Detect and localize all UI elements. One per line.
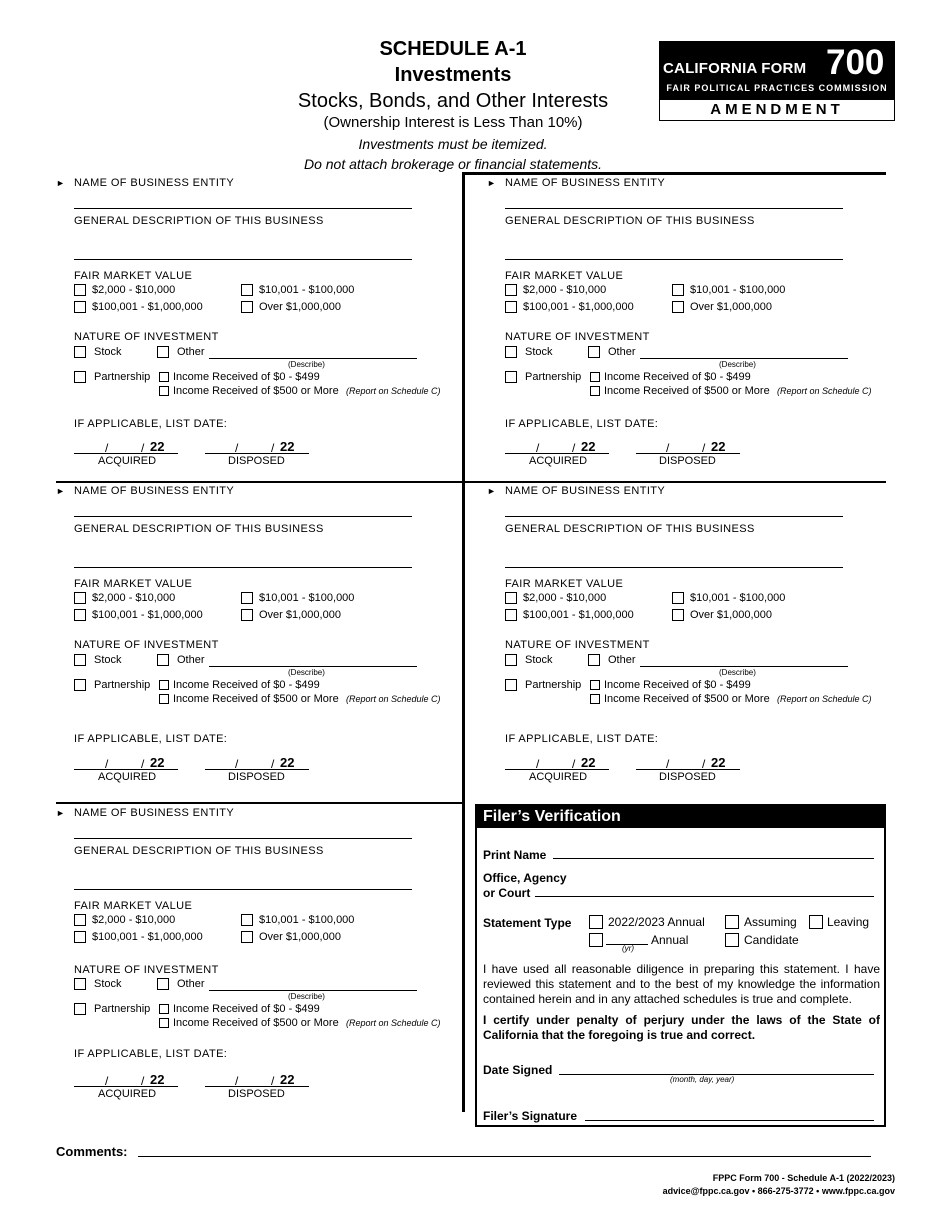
acquired-slash-1: / — [105, 1074, 109, 1088]
attach-note: Do not attach brokerage or financial statements. — [303, 156, 603, 172]
acquired-slash-2: / — [572, 441, 576, 455]
disposed-slash-1: / — [235, 757, 239, 771]
date-signed-label: Date Signed — [483, 1063, 553, 1077]
other-checkbox[interactable] — [157, 654, 169, 666]
disposed-slash-1: / — [235, 1074, 239, 1088]
description-label: GENERAL DESCRIPTION OF THIS BUSINESS — [74, 215, 324, 227]
nature-group — [487, 654, 887, 714]
fmv-option-1: $2,000 - $10,000 — [92, 914, 176, 926]
acquired-slash-1: / — [105, 757, 109, 771]
entity-arrow-icon: ► — [56, 808, 65, 818]
date-label: IF APPLICABLE, LIST DATE: — [505, 418, 659, 430]
description-field[interactable] — [74, 259, 412, 260]
nature-label: NATURE OF INVESTMENT — [505, 331, 650, 343]
acquired-label: ACQUIRED — [98, 771, 157, 783]
income-high-label: Income Received of $500 or More — [604, 693, 770, 705]
nature-label: NATURE OF INVESTMENT — [74, 964, 219, 976]
disposed-slash-2: / — [271, 757, 275, 771]
fmv-checkbox-4[interactable] — [241, 609, 253, 621]
verification-title: Filer’s Verification — [483, 808, 621, 825]
acquired-year: 22 — [150, 1072, 165, 1087]
entity-arrow-icon: ► — [487, 486, 496, 496]
describe-hint: (Describe) — [288, 992, 325, 1001]
other-describe-field[interactable] — [640, 666, 848, 667]
description-label: GENERAL DESCRIPTION OF THIS BUSINESS — [74, 523, 324, 535]
partnership-checkbox[interactable] — [74, 1003, 86, 1015]
report-note: (Report on Schedule C) — [346, 1018, 441, 1028]
date-label: IF APPLICABLE, LIST DATE: — [505, 733, 659, 745]
fmv-option-2: $10,001 - $100,000 — [690, 592, 786, 604]
filer-verification — [475, 804, 886, 1127]
fmv-label: FAIR MARKET VALUE — [505, 578, 624, 590]
income-high-checkbox[interactable] — [159, 694, 169, 704]
yr-hint: (yr) — [622, 944, 634, 953]
date-label: IF APPLICABLE, LIST DATE: — [74, 418, 228, 430]
describe-hint: (Describe) — [288, 668, 325, 677]
row-rule-1 — [56, 481, 886, 483]
top-rule — [462, 172, 886, 175]
fmv-option-4: Over $1,000,000 — [259, 609, 341, 621]
other-checkbox[interactable] — [588, 346, 600, 358]
page-subtitle: Stocks, Bonds, and Other Interests — [297, 90, 609, 112]
acquired-slash-1: / — [105, 441, 109, 455]
form-id-banner — [660, 42, 894, 100]
disposed-slash-1: / — [235, 441, 239, 455]
signature-label: Filer’s Signature — [483, 1109, 578, 1123]
other-label: Other — [177, 346, 205, 358]
stock-checkbox[interactable] — [505, 346, 517, 358]
stock-label: Stock — [525, 346, 553, 358]
entity-arrow-icon: ► — [487, 178, 496, 188]
income-low-checkbox[interactable] — [590, 372, 600, 382]
nature-label: NATURE OF INVESTMENT — [74, 639, 219, 651]
entity-label: NAME OF BUSINESS ENTITY — [74, 807, 235, 819]
income-low-label: Income Received of $0 - $499 — [173, 1003, 320, 1015]
acquired-label: ACQUIRED — [98, 455, 157, 467]
income-low-checkbox[interactable] — [590, 680, 600, 690]
entity-name-field[interactable] — [74, 838, 412, 839]
fmv-checkbox-3[interactable] — [505, 301, 517, 313]
fmv-option-3: $100,001 - $1,000,000 — [92, 301, 203, 313]
acquired-year: 22 — [581, 755, 596, 770]
entity-name-field[interactable] — [74, 516, 412, 517]
partnership-checkbox[interactable] — [505, 371, 517, 383]
fmv-option-2: $10,001 - $100,000 — [690, 284, 786, 296]
nature-label: NATURE OF INVESTMENT — [505, 639, 650, 651]
entity-label: NAME OF BUSINESS ENTITY — [505, 485, 666, 497]
disposed-label: DISPOSED — [228, 1088, 285, 1100]
date-hint: (month, day, year) — [670, 1075, 735, 1084]
fmv-option-4: Over $1,000,000 — [259, 931, 341, 943]
disposed-year: 22 — [711, 755, 726, 770]
fmv-checkbox-3[interactable] — [74, 301, 86, 313]
fmv-checkbox-3[interactable] — [74, 931, 86, 943]
income-high-checkbox[interactable] — [159, 1018, 169, 1028]
description-field[interactable] — [505, 259, 843, 260]
describe-hint: (Describe) — [719, 360, 756, 369]
fmv-checkbox-2[interactable] — [672, 284, 684, 296]
stock-label: Stock — [94, 978, 122, 990]
other-label: Other — [608, 346, 636, 358]
partnership-label: Partnership — [94, 679, 151, 691]
income-low-label: Income Received of $0 - $499 — [173, 679, 320, 691]
verification-header — [477, 806, 884, 828]
income-low-label: Income Received of $0 - $499 — [604, 679, 751, 691]
report-note: (Report on Schedule C) — [346, 694, 441, 704]
stock-checkbox[interactable] — [505, 654, 517, 666]
fmv-checkbox-3[interactable] — [505, 609, 517, 621]
report-note: (Report on Schedule C) — [346, 386, 441, 396]
income-high-label: Income Received of $500 or More — [173, 1017, 339, 1029]
signature-field[interactable] — [585, 1120, 874, 1121]
center-divider — [462, 172, 465, 1112]
other-describe-field[interactable] — [209, 358, 417, 359]
acquired-slash-1: / — [536, 441, 540, 455]
other-label: Other — [177, 654, 205, 666]
annual-year-checkbox[interactable] — [589, 933, 603, 947]
fmv-option-1: $2,000 - $10,000 — [92, 284, 176, 296]
candidate-label: Candidate — [744, 933, 799, 947]
entity-arrow-icon: ► — [56, 486, 65, 496]
report-note: (Report on Schedule C) — [777, 386, 872, 396]
income-high-checkbox[interactable] — [159, 386, 169, 396]
report-note: (Report on Schedule C) — [777, 694, 872, 704]
acquired-label: ACQUIRED — [529, 771, 588, 783]
acquired-label: ACQUIRED — [98, 1088, 157, 1100]
acquired-slash-1: / — [536, 757, 540, 771]
fmv-checkbox-2[interactable] — [241, 284, 253, 296]
disposed-slash-1: / — [666, 757, 670, 771]
other-describe-field[interactable] — [209, 666, 417, 667]
fmv-checkbox-4[interactable] — [672, 301, 684, 313]
disposed-slash-2: / — [271, 1074, 275, 1088]
disposed-slash-1: / — [666, 441, 670, 455]
fmv-option-2: $10,001 - $100,000 — [259, 914, 355, 926]
fmv-label: FAIR MARKET VALUE — [505, 270, 624, 282]
other-describe-field[interactable] — [209, 990, 417, 991]
fmv-checkbox-1[interactable] — [74, 914, 86, 926]
stock-label: Stock — [94, 654, 122, 666]
partnership-label: Partnership — [94, 371, 151, 383]
page-title: Investments — [394, 64, 512, 86]
acquired-year: 22 — [150, 439, 165, 454]
acquired-slash-2: / — [141, 441, 145, 455]
income-low-checkbox[interactable] — [159, 1004, 169, 1014]
describe-hint: (Describe) — [719, 668, 756, 677]
fmv-label: FAIR MARKET VALUE — [74, 578, 193, 590]
date-group — [487, 755, 887, 789]
date-group — [56, 755, 456, 789]
acquired-slash-2: / — [141, 757, 145, 771]
investment-section-3 — [56, 485, 456, 785]
disposed-year: 22 — [711, 439, 726, 454]
description-label: GENERAL DESCRIPTION OF THIS BUSINESS — [505, 215, 755, 227]
other-checkbox[interactable] — [157, 978, 169, 990]
nature-group — [56, 346, 456, 406]
entity-label: NAME OF BUSINESS ENTITY — [74, 485, 235, 497]
fmv-option-4: Over $1,000,000 — [690, 609, 772, 621]
fmv-option-4: Over $1,000,000 — [690, 301, 772, 313]
schedule-title: SCHEDULE A-1 — [379, 38, 527, 60]
entity-name-field[interactable] — [74, 208, 412, 209]
row-rule-2 — [56, 802, 462, 804]
income-high-checkbox[interactable] — [590, 386, 600, 396]
fmv-option-1: $2,000 - $10,000 — [523, 592, 607, 604]
entity-label: NAME OF BUSINESS ENTITY — [74, 177, 235, 189]
fmv-option-4: Over $1,000,000 — [259, 301, 341, 313]
fmv-checkbox-3[interactable] — [74, 609, 86, 621]
stock-label: Stock — [94, 346, 122, 358]
fmv-label: FAIR MARKET VALUE — [74, 270, 193, 282]
entity-name-field[interactable] — [505, 208, 843, 209]
disposed-year: 22 — [280, 439, 295, 454]
fmv-checkbox-1[interactable] — [505, 284, 517, 296]
investment-section-2 — [487, 177, 887, 477]
office-label-2: or Court — [483, 886, 531, 900]
fmv-checkbox-4[interactable] — [672, 609, 684, 621]
income-low-checkbox[interactable] — [159, 680, 169, 690]
description-label: GENERAL DESCRIPTION OF THIS BUSINESS — [505, 523, 755, 535]
disposed-year: 22 — [280, 1072, 295, 1087]
fmv-checkbox-4[interactable] — [241, 931, 253, 943]
stock-checkbox[interactable] — [74, 978, 86, 990]
date-group — [56, 439, 456, 473]
candidate-checkbox[interactable] — [725, 933, 739, 947]
partnership-label: Partnership — [525, 679, 582, 691]
assuming-label: Assuming — [744, 915, 797, 929]
disposed-slash-2: / — [702, 757, 706, 771]
other-label: Other — [177, 978, 205, 990]
fmv-option-3: $100,001 - $1,000,000 — [92, 609, 203, 621]
fmv-checkbox-2[interactable] — [672, 592, 684, 604]
investment-section-1 — [56, 177, 456, 477]
annual-2022-label: 2022/2023 Annual — [608, 915, 705, 929]
investment-section-4 — [487, 485, 887, 785]
footer-contact: advice@fppc.ca.gov • 866-275-3772 • www.fppc.ca.gov — [662, 1186, 895, 1196]
stock-label: Stock — [525, 654, 553, 666]
stock-checkbox[interactable] — [74, 654, 86, 666]
investment-section-5 — [56, 807, 456, 1107]
income-high-label: Income Received of $500 or More — [173, 693, 339, 705]
annual-2022-checkbox[interactable] — [589, 915, 603, 929]
acquired-slash-2: / — [572, 757, 576, 771]
fmv-option-2: $10,001 - $100,000 — [259, 284, 355, 296]
description-field[interactable] — [74, 889, 412, 890]
itemized-note: Investments must be itemized. — [358, 136, 548, 152]
describe-hint: (Describe) — [288, 360, 325, 369]
acquired-year: 22 — [581, 439, 596, 454]
certify-statement: I certify under penalty of perjury under the laws of the State of California that the foregoing is true and correct. — [483, 1013, 880, 1042]
footer-form-id: FPPC Form 700 - Schedule A-1 (2022/2023) — [712, 1173, 895, 1183]
disposed-label: DISPOSED — [228, 455, 285, 467]
date-label: IF APPLICABLE, LIST DATE: — [74, 733, 228, 745]
disposed-label: DISPOSED — [659, 771, 716, 783]
acquired-slash-2: / — [141, 1074, 145, 1088]
income-high-label: Income Received of $500 or More — [173, 385, 339, 397]
comments-field[interactable] — [138, 1156, 871, 1157]
fmv-checkbox-1[interactable] — [505, 592, 517, 604]
disposed-label: DISPOSED — [659, 455, 716, 467]
amendment-label: AMENDMENT — [710, 101, 844, 118]
fmv-option-3: $100,001 - $1,000,000 — [523, 609, 634, 621]
other-label: Other — [608, 654, 636, 666]
stock-checkbox[interactable] — [74, 346, 86, 358]
income-high-label: Income Received of $500 or More — [604, 385, 770, 397]
other-checkbox[interactable] — [157, 346, 169, 358]
nature-group — [487, 346, 887, 406]
partnership-label: Partnership — [94, 1003, 151, 1015]
acquired-year: 22 — [150, 755, 165, 770]
statement-type-label: Statement Type — [483, 916, 572, 930]
leaving-checkbox[interactable] — [809, 915, 823, 929]
annual-label: Annual — [651, 933, 689, 947]
other-checkbox[interactable] — [588, 654, 600, 666]
fmv-checkbox-1[interactable] — [74, 592, 86, 604]
income-high-checkbox[interactable] — [590, 694, 600, 704]
print-name-field[interactable] — [553, 858, 874, 859]
income-low-checkbox[interactable] — [159, 372, 169, 382]
income-low-label: Income Received of $0 - $499 — [604, 371, 751, 383]
ownership-note: (Ownership Interest is Less Than 10%) — [323, 114, 583, 131]
partnership-checkbox[interactable] — [74, 371, 86, 383]
entity-name-field[interactable] — [505, 516, 843, 517]
assuming-checkbox[interactable] — [725, 915, 739, 929]
nature-group — [56, 978, 456, 1038]
partnership-checkbox[interactable] — [74, 679, 86, 691]
fmv-checkbox-2[interactable] — [241, 914, 253, 926]
fmv-checkbox-4[interactable] — [241, 301, 253, 313]
partnership-checkbox[interactable] — [505, 679, 517, 691]
nature-group — [56, 654, 456, 714]
date-group — [56, 1072, 456, 1106]
partnership-label: Partnership — [525, 371, 582, 383]
fmv-option-3: $100,001 - $1,000,000 — [92, 931, 203, 943]
nature-label: NATURE OF INVESTMENT — [74, 331, 219, 343]
fmv-option-1: $2,000 - $10,000 — [92, 592, 176, 604]
acquired-label: ACQUIRED — [529, 455, 588, 467]
form-commission: FAIR POLITICAL PRACTICES COMMISSION — [666, 83, 888, 93]
office-field[interactable] — [535, 896, 874, 897]
disposed-year: 22 — [280, 755, 295, 770]
description-label: GENERAL DESCRIPTION OF THIS BUSINESS — [74, 845, 324, 857]
disposed-slash-2: / — [702, 441, 706, 455]
comments-label: Comments: — [56, 1144, 128, 1159]
form-name: CALIFORNIA FORM — [663, 60, 807, 77]
disposed-label: DISPOSED — [228, 771, 285, 783]
description-field[interactable] — [505, 567, 843, 568]
diligence-statement: I have used all reasonable diligence in preparing this statement. I have reviewed this statement and to the best of my knowledge the information contained herein and in any attached schedules is true and complete. — [483, 962, 880, 1006]
fmv-checkbox-2[interactable] — [241, 592, 253, 604]
other-describe-field[interactable] — [640, 358, 848, 359]
description-field[interactable] — [74, 567, 412, 568]
date-group — [487, 439, 887, 473]
office-label-1: Office, Agency — [483, 871, 567, 885]
form-id-box — [659, 41, 895, 121]
entity-arrow-icon: ► — [56, 178, 65, 188]
disposed-slash-2: / — [271, 441, 275, 455]
fmv-option-2: $10,001 - $100,000 — [259, 592, 355, 604]
leaving-label: Leaving — [827, 915, 870, 929]
date-label: IF APPLICABLE, LIST DATE: — [74, 1048, 228, 1060]
fmv-option-3: $100,001 - $1,000,000 — [523, 301, 634, 313]
income-low-label: Income Received of $0 - $499 — [173, 371, 320, 383]
fmv-checkbox-1[interactable] — [74, 284, 86, 296]
fmv-option-1: $2,000 - $10,000 — [523, 284, 607, 296]
print-name-label: Print Name — [483, 848, 547, 862]
fmv-label: FAIR MARKET VALUE — [74, 900, 193, 912]
form-number: 700 — [826, 43, 885, 82]
entity-label: NAME OF BUSINESS ENTITY — [505, 177, 666, 189]
